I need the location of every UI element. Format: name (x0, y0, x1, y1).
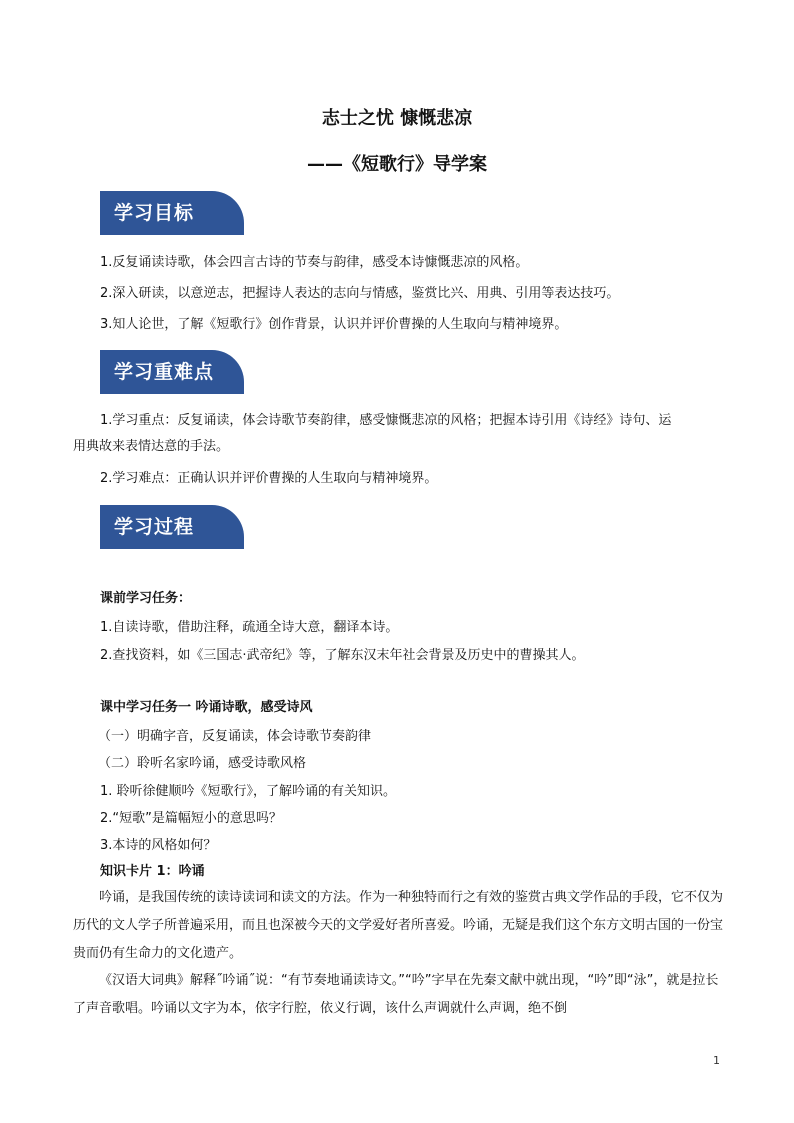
knowledge-card-paragraph-1-text: 吟诵，是我国传统的读诗读词和读文的方法。作为一种独特而行之有效的鉴赏古典文学作品的手段，它不仅为历代的文人学子所普遍采用，而且也深被今天的文学爱好者所喜爱。吟诵，无疑是我们这个东方文明古国的一份宝贵而仍有生命力的文化遗产。 (73, 890, 724, 961)
pre-task-title: 课前学习任务： (100, 591, 192, 606)
section-banner-goals: 学习目标 (100, 191, 244, 235)
page-title: 志士之忧 慷慨悲凉 (321, 108, 473, 129)
keypoint-item-1-line-2: 用典故来表情达意的手法。 (73, 439, 230, 454)
task1-title: 课中学习任务一 吟诵诗歌，感受诗风 (100, 700, 313, 715)
task1-line-3: 1. 聆听徐健顺吟《短歌行》，了解吟诵的有关知识。 (100, 784, 397, 799)
page-subtitle: ——《短歌行》导学案 (307, 154, 487, 175)
task1-line-2: （二）聆听名家吟诵，感受诗歌风格 (98, 756, 307, 771)
goal-item-1: 1.反复诵读诗歌，体会四言古诗的节奏与韵律，感受本诗慷慨悲凉的风格。 (100, 255, 529, 270)
task1-line-5: 3.本诗的风格如何？ (100, 838, 217, 853)
task1-line-4: 2.“短歌”是篇幅短小的意思吗？ (100, 811, 282, 826)
section-banner-process: 学习过程 (100, 505, 244, 549)
section-banner-keypoints: 学习重难点 (100, 350, 244, 394)
goal-item-3: 3.知人论世，了解《短歌行》创作背景，认识并评价曹操的人生取向与精神境界。 (100, 317, 568, 332)
knowledge-card-paragraph-1 (73, 884, 723, 968)
task1-line-1: （一）明确字音，反复诵读，体会诗歌节奏韵律 (98, 729, 372, 744)
keypoint-item-2: 2.学习难点：正确认识并评价曹操的人生取向与精神境界。 (100, 471, 438, 486)
knowledge-card-title: 知识卡片 1：吟诵 (100, 864, 205, 879)
pre-task-item-2: 2.查找资料，如《三国志·武帝纪》等，了解东汉末年社会背景及历史中的曹操其人。 (100, 648, 585, 663)
goal-item-2: 2.深入研读，以意逆志，把握诗人表达的志向与情感，鉴赏比兴、用典、引用等表达技巧。 (100, 286, 620, 301)
keypoint-item-1-line-1: 1.学习重点：反复诵读，体会诗歌节奏韵律，感受慷慨悲凉的风格；把握本诗引用《诗经》诗句、运 (100, 413, 672, 428)
knowledge-card-paragraph-2 (73, 967, 723, 1023)
page-number: 1 (713, 1054, 720, 1067)
knowledge-card-paragraph-2-text: 《汉语大词典》解释˝吟诵˝说：“有节奏地诵读诗文。”“吟”字早在先秦文献中就出现，“吟”即“泳”，就是拉长了声音歌唱。吟诵以文字为本，依字行腔，依义行调，该什么声调就什么声调，绝不倒 (73, 973, 719, 1016)
pre-task-item-1: 1.自读诗歌，借助注释，疏通全诗大意，翻译本诗。 (100, 620, 399, 635)
